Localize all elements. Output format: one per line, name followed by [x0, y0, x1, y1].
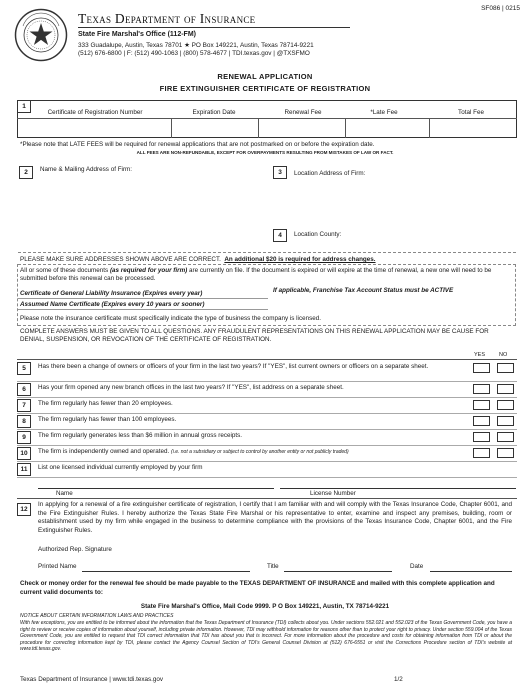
docs-border-top [18, 264, 516, 265]
form-subtitle: FIRE EXTINGUISHER CERTIFICATE OF REGISTRATION [159, 84, 371, 93]
title-input[interactable] [284, 560, 392, 570]
question-7-yes-checkbox[interactable] [473, 400, 490, 410]
header-rule [78, 27, 350, 28]
question-10-number: 10 [17, 447, 31, 460]
location-county-input[interactable] [355, 228, 515, 240]
office-contact: (512) 676-6800 | F: (512) 490-1063 | (800) 578-4677 | TDI.texas.gov | @TXSFMO [78, 50, 310, 57]
total-fee-input[interactable] [430, 119, 516, 137]
col-expiration-date: Expiration Date [192, 109, 236, 116]
docs-border-right [515, 264, 516, 326]
question-9-no-checkbox[interactable] [497, 432, 514, 442]
form-title: RENEWAL APPLICATION [217, 72, 313, 81]
location-county-label: Location County: [294, 231, 342, 238]
state-seal [14, 8, 68, 62]
question-6-yes-checkbox[interactable] [473, 384, 490, 394]
question-6-no-checkbox[interactable] [497, 384, 514, 394]
question-6-number: 6 [17, 383, 31, 396]
row-divider [17, 381, 517, 382]
section-4-number: 4 [273, 229, 287, 242]
liability-insurance-item: Certificate of General Liability Insurance (Expires every year) [20, 290, 203, 297]
late-fee-input[interactable] [346, 119, 429, 137]
question-10-row [38, 448, 466, 456]
date-underline [430, 571, 512, 572]
section-3-number: 3 [273, 166, 287, 179]
privacy-text: With few exceptions, you are entitled to be informed about the information that the Texas Department of Insurance (TDI) collects about you. Under sections 552.021 and 552.023 of the Texas Government Code, you have a right to review or receive copies of information about yourself, including private information. However, TDI may withhold information for reasons other than to protect your right to privacy. Under section 559.004 of the Texas Government Code, you are entitled to request that TDI correct information that TDI has about you that is incorrect. For more information about the procedure and costs for obtaining information from TDI or about the procedure for correcting information kept by TDI, please contact the Agency Counsel Section of TDI's General Counsel Division at (512) 676-6551 or visit the Corrections Procedure section of TDI's website at www.tdi.texas.gov. [20, 620, 512, 652]
question-8-text: The firm regularly has fewer than 100 employees. [38, 416, 177, 423]
row-divider [17, 413, 517, 414]
question-6-text: Has your firm opened any new branch offices in the last two years? If "YES", list address on a separate sheet. [38, 384, 344, 391]
address-change-fee: An additional $20 is required for address changes. [224, 256, 376, 263]
addresses-note: PLEASE MAKE SURE ADDRESSES SHOWN ABOVE ARE CORRECT. [20, 256, 221, 263]
signature-input[interactable] [128, 542, 328, 552]
license-number-input[interactable] [280, 478, 516, 488]
office-name: State Fire Marshal's Office (112-FM) [78, 31, 196, 38]
franchise-tax-item: If applicable, Franchise Tax Account Status must be ACTIVE [273, 287, 454, 294]
row-divider [17, 461, 517, 462]
no-header: NO [499, 352, 508, 358]
location-address-label: Location Address of Firm: [294, 170, 366, 177]
docs-divider [18, 309, 268, 310]
questions-top-rule [17, 359, 517, 360]
section-12-top-rule [17, 498, 517, 499]
question-11-text: List one licensed individual currently employed by your firm [38, 464, 203, 471]
documents-note [20, 267, 512, 283]
cert-number-input[interactable] [18, 119, 171, 137]
question-10-no-checkbox[interactable] [497, 448, 514, 458]
name-underline [38, 488, 274, 489]
question-8-yes-checkbox[interactable] [473, 416, 490, 426]
question-11-number: 11 [17, 463, 31, 476]
date-label: Date [410, 563, 424, 570]
title-label: Title [267, 563, 279, 570]
col-renewal-fee: Renewal Fee [284, 109, 322, 116]
question-9-text: The firm regularly generates less than $6 million in annual gross receipts. [38, 432, 243, 439]
footer-agency: Texas Department of Insurance | www.tdi.texas.gov [20, 676, 164, 683]
office-address: 333 Guadalupe, Austin, Texas 78701 ★ PO Box 149221, Austin, Texas 78714-9221 [78, 42, 314, 49]
col-total-fee: Total Fee [458, 109, 484, 116]
question-7-text: The firm regularly has fewer than 20 employees. [38, 400, 173, 407]
documents-note-emphasis: (as required for your firm) [109, 267, 188, 274]
licensed-name-input[interactable] [38, 478, 274, 488]
name-caption: Name [56, 490, 73, 497]
section-1-number: 1 [17, 100, 31, 113]
late-fee-note: *Please note that LATE FEES will be required for renewal applications that are not postmarked on or before the expiration date. [20, 141, 375, 148]
fees-note: ALL FEES ARE NON-REFUNDABLE, EXCEPT FOR OVERPAYMENTS RESULTING FROM MISTAKES OF LAW OR FACT. [136, 150, 394, 155]
row-divider [17, 397, 517, 398]
col-late-fee: *Late Fee [370, 109, 398, 116]
assumed-name-item: Assumed Name Certificate (Expires every 10 years or sooner) [20, 301, 205, 308]
question-5-text: Has there been a change of owners or officers of your firm in the last two years? If "YES", list current owners or officers on a separate sheet. [38, 363, 429, 370]
question-7-no-checkbox[interactable] [497, 400, 514, 410]
question-10-yes-checkbox[interactable] [473, 448, 490, 458]
address-correct-note [20, 256, 376, 264]
printed-name-label: Printed Name [38, 563, 77, 570]
question-10-text: The firm is independently owned and operated. [38, 448, 170, 455]
complete-answers-note: COMPLETE ANSWERS MUST BE GIVEN TO ALL QUESTIONS. ANY FRAUDULENT REPRESENTATIONS ON THIS RENEWAL APPLICATION MAY BE CAUSE FOR DENIAL, SUSPENSION, OR REVOCATION OF THE CERTIFICATE OF REGISTRATION. [20, 328, 489, 343]
title-underline [284, 571, 392, 572]
question-5-no-checkbox[interactable] [497, 363, 514, 373]
mailing-address-input[interactable] [36, 176, 258, 246]
question-8-number: 8 [17, 415, 31, 428]
location-address-input[interactable] [292, 180, 514, 224]
row-divider [17, 429, 517, 430]
renewal-fee-input[interactable] [259, 119, 345, 137]
question-7-number: 7 [17, 399, 31, 412]
question-9-number: 9 [17, 431, 31, 444]
yes-header: YES [474, 352, 486, 358]
mail-address: State Fire Marshal's Office, Mail Code 9999. P O Box 149221, Austin, TX 78714-9221 [140, 603, 390, 610]
payment-note: Check or money order for the renewal fee should be made payable to the TEXAS DEPARTMENT OF INSURANCE and mailed with this complete application and current valid documents to: [20, 580, 495, 596]
section-12-number: 12 [17, 503, 31, 516]
docs-border-bottom [18, 325, 516, 326]
license-underline [280, 488, 516, 489]
docs-border-left [17, 264, 18, 326]
printed-name-input[interactable] [82, 560, 250, 570]
question-5-number: 5 [17, 362, 31, 375]
date-input[interactable] [430, 560, 512, 570]
question-5-yes-checkbox[interactable] [473, 363, 490, 373]
mailing-address-label: Name & Mailing Address of Firm: [40, 166, 133, 173]
insurance-certificate-note: Please note the insurance certificate must specifically indicate the type of business the company is licensed. [20, 315, 322, 322]
agency-name: Texas Department of Insurance [78, 11, 256, 26]
license-caption: License Number [310, 490, 356, 497]
docs-divider [18, 298, 268, 299]
expiration-date-input[interactable] [172, 119, 258, 137]
signature-label: Authorized Rep. Signature [38, 546, 112, 553]
row-divider [17, 445, 517, 446]
separator-dashed [18, 252, 516, 253]
question-9-yes-checkbox[interactable] [473, 432, 490, 442]
question-8-no-checkbox[interactable] [497, 416, 514, 426]
documents-note-end: are currently on file. If the document is expired or will expire at the time of renewal, a new one will need to be submitted before this renewal can be processed. [20, 267, 492, 282]
col-cert-number: Certificate of Registration Number [47, 109, 143, 116]
certification-text: In applying for a renewal of a fire extinguisher certificate of registration, I certify that I am familiar with and will comply with the Texas Insurance Code, Chapter 6001, and the Fire Extinguisher Rules. I hereby authorize the Texas State Fire Marshal or his representative to enter, examine and inspect any premises, building, room or establishment used by my firm while engaged in the business to determine compliance with the provisions of the Texas Insurance Code, Chapter 6001, and the Fire Extinguisher Rules. [38, 501, 512, 535]
privacy-title: NOTICE ABOUT CERTAIN INFORMATION LAWS AND PRACTICES [20, 613, 174, 619]
printed-name-underline [82, 571, 250, 572]
documents-note-start: All or some of these documents [20, 267, 110, 274]
page-number: 1/2 [394, 676, 403, 683]
form-code: SF086 | 0215 [481, 5, 520, 12]
question-10-note: (i.e. not a subsidiary or subject to control by another entity or not publicly traded) [171, 449, 349, 455]
section-2-number: 2 [19, 166, 33, 179]
